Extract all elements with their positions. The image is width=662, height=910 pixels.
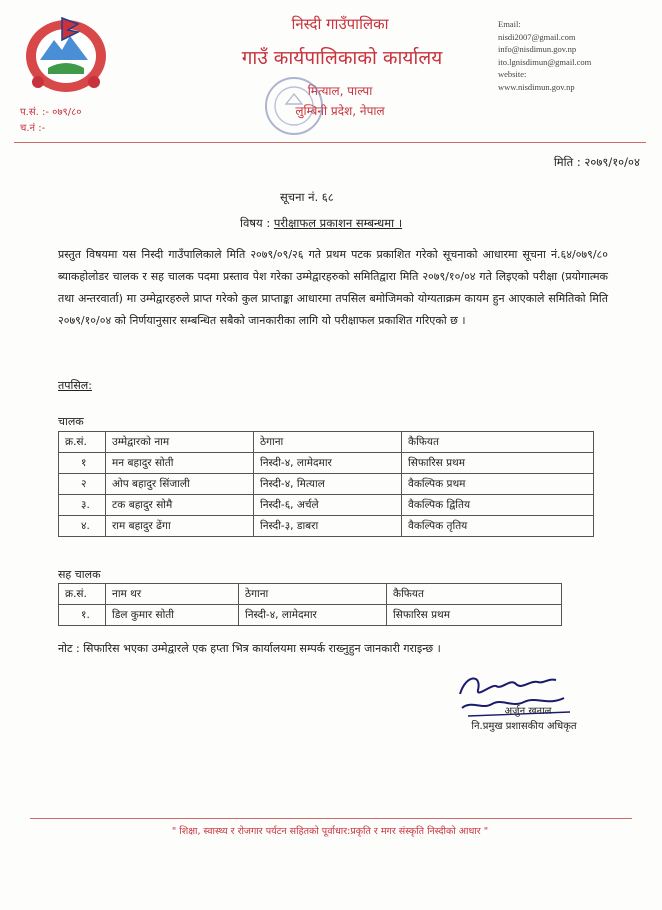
table-header-row bbox=[59, 432, 594, 453]
cell-serial: ३. bbox=[59, 495, 106, 516]
col-address: ठेगाना bbox=[239, 584, 387, 605]
website-link[interactable]: www.nisdimun.gov.np bbox=[498, 81, 575, 92]
email-link-2[interactable]: info@nisdimun.gov.np bbox=[498, 44, 577, 54]
footer-slogan: " शिक्षा, स्वास्थ्य र रोजगार पर्यटन सहितको पूर्वाधार:प्रकृति र मगर संस्कृति निस्दीको आधार " bbox=[171, 826, 489, 837]
table-row bbox=[59, 474, 594, 495]
cell-name: मन बहादुर सोती bbox=[106, 453, 254, 474]
cell-address: निस्दी-४, मित्याल bbox=[254, 474, 402, 495]
cell-serial: १ bbox=[59, 453, 106, 474]
office-name: गाउँ कार्यपालिकाको कार्यालय bbox=[241, 47, 443, 69]
cell-remarks: वैकल्पिक द्वितिय bbox=[402, 495, 594, 516]
table-row bbox=[59, 605, 562, 626]
office-seal-icon bbox=[262, 74, 326, 138]
col-remarks: कैफियत bbox=[402, 432, 594, 453]
notice-subject bbox=[240, 216, 460, 231]
cell-remarks: सिफारिस प्रथम bbox=[387, 605, 562, 626]
cell-address: निस्दी-३, डाबरा bbox=[254, 516, 402, 537]
notice-date: मिति : २०७९/१०/०४ bbox=[553, 155, 640, 169]
email-label: Email: bbox=[498, 19, 521, 29]
subject-label: विषय : bbox=[240, 216, 271, 230]
subject-text: परीक्षाफल प्रकाशन सम्बन्धमा । bbox=[273, 216, 403, 230]
cell-address: निस्दी-४, लामेदमार bbox=[239, 605, 387, 626]
footer-divider bbox=[30, 818, 632, 819]
co-driver-results-table bbox=[58, 583, 562, 626]
table-row bbox=[59, 495, 594, 516]
col-address: ठेगाना bbox=[254, 432, 402, 453]
cell-address: निस्दी-६, अर्चले bbox=[254, 495, 402, 516]
co-driver-section-title: सह चालक bbox=[58, 568, 101, 581]
nepal-emblem-icon bbox=[18, 10, 114, 96]
address-line1: मित्याल, पाल्पा bbox=[307, 84, 373, 98]
col-name: नाम थर bbox=[106, 584, 239, 605]
address-line2: लुम्बिनी प्रदेश, नेपाल bbox=[295, 104, 385, 118]
col-serial: क्र.सं. bbox=[59, 584, 106, 605]
table-row bbox=[59, 516, 594, 537]
reference-number: प.सं. :- ०७९/८० bbox=[20, 107, 82, 118]
header-divider bbox=[14, 142, 646, 143]
signatory-name: अर्जुन खनाल bbox=[504, 706, 552, 717]
cell-name: डिल कुमार सोती bbox=[106, 605, 239, 626]
details-heading: तपसिल: bbox=[58, 379, 92, 392]
table-row bbox=[59, 453, 594, 474]
cell-address: निस्दी-४, लामेदमार bbox=[254, 453, 402, 474]
website-label: website: bbox=[498, 69, 527, 79]
notice-number: सूचना नं. ६८ bbox=[280, 190, 334, 204]
cell-name: राम बहादुर ढेंगा bbox=[106, 516, 254, 537]
cell-remarks: सिफारिस प्रथम bbox=[402, 453, 594, 474]
cell-remarks: वैकल्पिक तृतिय bbox=[402, 516, 594, 537]
cell-serial: १. bbox=[59, 605, 106, 626]
driver-section-title: चालक bbox=[58, 415, 84, 428]
cell-serial: ४. bbox=[59, 516, 106, 537]
email-link-1[interactable]: nisdi2007@gmail.com bbox=[498, 31, 576, 42]
driver-results-table bbox=[58, 431, 594, 537]
contact-block bbox=[498, 18, 653, 93]
cell-name: टक बहादुर सोमै bbox=[106, 495, 254, 516]
col-name: उम्मेद्वारको नाम bbox=[106, 432, 254, 453]
cell-remarks: वैकल्पिक प्रथम bbox=[402, 474, 594, 495]
dispatch-number: च.नं :- bbox=[20, 123, 46, 134]
notice-note: नोट : सिफारिस भएका उम्मेद्वारले एक हप्ता भित्र कार्यालयमा सम्पर्क राख्नुहुन जानकारी गराइन्छ । bbox=[58, 642, 441, 655]
table-header-row bbox=[59, 584, 562, 605]
signatory-title: नि.प्रमुख प्रशासकीय अधिकृत bbox=[471, 721, 577, 732]
email-link-3[interactable]: ito.lgnisdimun@gmail.com bbox=[498, 56, 592, 67]
cell-name: ओप बहादुर सिंजाली bbox=[106, 474, 254, 495]
notice-body: प्रस्तुत विषयमा यस निस्दी गाउँपालिकाले मिति २०७९/०९/२६ गते प्रथम पटक प्रकाशित गरेको सूचनाको आधारमा सूचना नं.६४/०७९/८० ब्याकहोलोडर चालक र सह चालक पदमा प्रस्ताव पेश गरेका उम्मेद्वारहरुको समितिद्वारा मिति २०७९/१०/०४ गते लिइएको परीक्षा (प्रयोगात्मक तथा अन्तरवार्ता) मा उम्मेद्वारहरुले प्राप्त गरेको कुल प्राप्ताङ्का आधारमा तपसिल बमोजिमको योग्यताक्रम कायम हुन आएकाले समितिको मिति २०७९/१०/०४ को निर्णयानुसार सम्बन्धित सबैको जानकारीका लागि यो परीक्षाफल प्रकाशित गरिएको छ । bbox=[58, 248, 608, 327]
municipality-name: निस्दी गाउँपालिका bbox=[291, 15, 389, 33]
col-remarks: कैफियत bbox=[387, 584, 562, 605]
cell-serial: २ bbox=[59, 474, 106, 495]
col-serial: क्र.सं. bbox=[59, 432, 106, 453]
